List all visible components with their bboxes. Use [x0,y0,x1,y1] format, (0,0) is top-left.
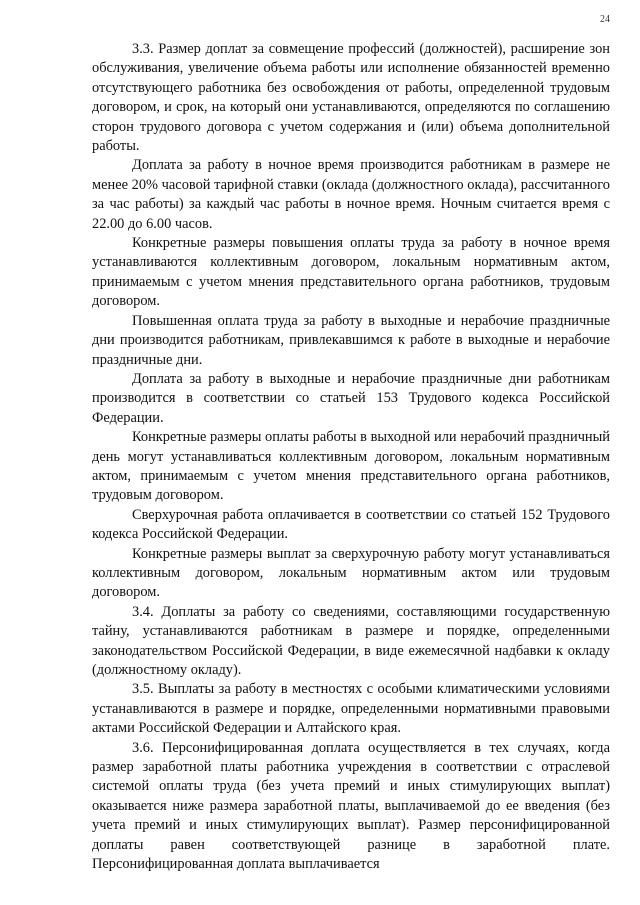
paragraph-3-3: 3.3. Размер доплат за совмещение профессий (должностей), расширение зон обслуживания, увеличение объема работы или исполнение обязанностей временно отсутствующего работника без освобождения от работы, определенной трудовым договором, и срок, на который они устанавливаются, определяются по соглашению сторон трудового договора с учетом содержания и (или) объема дополнительной работы. [92,41,610,155]
paragraph-overtime: Сверхурочная работа оплачивается в соответствии со статьей 152 Трудового кодекса Российской Федерации. [92,506,610,543]
paragraph-3-5: 3.5. Выплаты за работу в местностях с особыми климатическими условиями устанавливаются в размере и порядке, определенными нормативными правовыми актами Российской Федерации и Алтайского края. [92,681,610,737]
document-body [92,40,610,874]
paragraph-night-work: Доплата за работу в ночное время производится работникам в размере не менее 20% часовой тарифной ставки (оклада (должностного оклада), рассчитанного за час работы) за каждый час работы в ночное время. Ночным считается время с 22.00 до 6.00 часов. [92,157,610,232]
paragraph-holiday-pay: Повышенная оплата труда за работу в выходные и нерабочие праздничные дни производится работникам, привлекавшимся к работе в выходные и нерабочие праздничные дни. [92,312,610,368]
paragraph-holiday-pay-article: Доплата за работу в выходные и нерабочие праздничные дни работникам производится в соответствии со статьей 153 Трудового кодекса Российской Федерации. [92,370,610,426]
paragraph-overtime-amounts: Конкретные размеры выплат за сверхурочную работу могут устанавливаться коллективным договором, локальным нормативным актом или трудовым договором. [92,545,610,601]
paragraph-night-work-amounts: Конкретные размеры повышения оплаты труда за работу в ночное время устанавливаются коллективным договором, локальным нормативным актом, принимаемым с учетом мнения представительного органа работников, трудовым договором. [92,235,610,310]
paragraph-3-4: 3.4. Доплаты за работу со сведениями, составляющими государственную тайну, устанавливаются работникам в размере и порядке, определенными законодательством Российской Федерации, в виде ежемесячной надбавки к окладу (должностному окладу). [92,603,610,678]
paragraph-holiday-pay-amounts: Конкретные размеры оплаты работы в выходной или нерабочий праздничный день могут устанавливаться коллективным договором, локальным нормативным актом, принимаемым с учетом мнения представительного органа работников, трудовым договором. [92,429,610,504]
page-number: 24 [600,14,610,25]
paragraph-3-6: 3.6. Персонифицированная доплата осуществляется в тех случаях, когда размер заработной платы работника учреждения в соответствии с отраслевой системой оплаты труда (без учета премий и иных стимулирующих выплат) оказывается ниже размера заработной платы, выплачиваемой до ее введения (без учета премий и иных стимулирующих выплат). Размер персонифицированной доплаты равен соответствующей разнице в заработной плате. Персонифицированная доплата выплачивается [92,739,610,873]
